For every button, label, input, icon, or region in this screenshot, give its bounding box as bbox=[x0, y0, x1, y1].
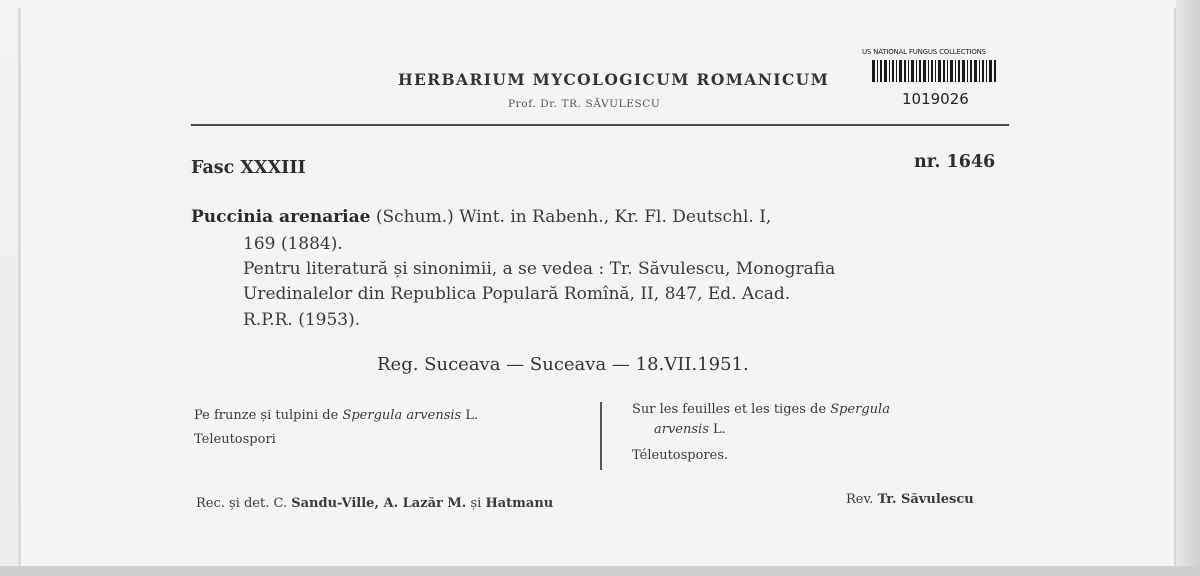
literature-line-2: Uredinalelor din Republica Populară Romînă, II, 847, Ed. Acad. bbox=[243, 284, 791, 304]
stage-french: Téleutospores. bbox=[632, 448, 729, 463]
fascicle-number: Fasc XXXIII bbox=[191, 158, 306, 178]
locality-date: Reg. Suceava — Suceava — 18.VII.1951. bbox=[377, 354, 749, 375]
host-french bbox=[632, 398, 890, 422]
collectors-line bbox=[196, 496, 553, 511]
taxon-line bbox=[191, 207, 771, 227]
host-fr-suffix: L. bbox=[713, 422, 726, 437]
barcode-icon bbox=[872, 60, 996, 82]
host-ro-species: Spergula arvensis bbox=[342, 408, 462, 423]
stage-romanian: Teleutospori bbox=[194, 432, 276, 447]
herbarium-subtitle: Prof. Dr. TR. SĂVULESCU bbox=[508, 98, 661, 110]
taxon-name: Puccinia arenariae bbox=[191, 207, 371, 227]
herbarium-title: HERBARIUM MYCOLOGICUM ROMANICUM bbox=[398, 70, 830, 89]
host-ro-suffix: L. bbox=[465, 408, 479, 423]
rev-prefix: Rev. bbox=[846, 492, 874, 507]
collectors-prefix: Rec. și det. C. bbox=[196, 496, 288, 511]
literature-line-3: R.P.R. (1953). bbox=[243, 310, 361, 330]
sheet-edge bbox=[1176, 0, 1200, 576]
sheet-bottom-edge bbox=[0, 566, 1200, 576]
barcode-number: 1019026 bbox=[902, 90, 969, 108]
literature-line-1: Pentru literatură și sinonimii, a se vedea : Tr. Săvulescu, Monografia bbox=[243, 259, 836, 279]
barcode-institution: US NATIONAL FUNGUS COLLECTIONS bbox=[862, 48, 986, 56]
host-fr-prefix: Sur les feuilles et les tiges de bbox=[632, 402, 827, 417]
host-fr-genus: Spergula bbox=[830, 402, 890, 417]
citation-continuation: 169 (1884). bbox=[243, 234, 343, 254]
taxon-author: (Schum.) Wint. in Rabenh., Kr. Fl. Deutschl. I, bbox=[375, 207, 772, 227]
collectors-and: și bbox=[470, 496, 482, 511]
specimen-number: nr. 1646 bbox=[914, 152, 996, 172]
revision-line bbox=[846, 492, 974, 507]
host-fr-species: arvensis bbox=[654, 422, 709, 437]
collectors-last: Hatmanu bbox=[485, 496, 554, 511]
header-rule bbox=[191, 124, 1009, 126]
host-romanian bbox=[194, 404, 478, 452]
column-divider bbox=[600, 402, 602, 470]
rev-name: Tr. Săvulescu bbox=[877, 492, 974, 507]
host-ro-prefix: Pe frunze și tulpini de bbox=[194, 408, 339, 423]
barcode-label bbox=[858, 46, 1004, 112]
collectors-names: Sandu-Ville, A. Lazăr M. bbox=[291, 496, 467, 511]
host-french-cont bbox=[654, 422, 726, 437]
